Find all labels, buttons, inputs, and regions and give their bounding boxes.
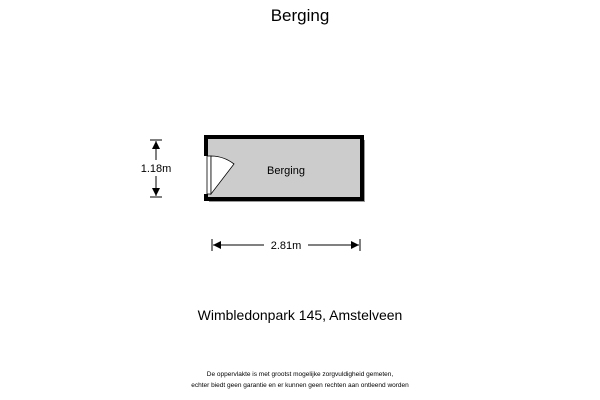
room-label: Berging <box>267 165 305 177</box>
width-label: 2.81m <box>270 240 302 252</box>
page-title: Berging <box>270 6 330 25</box>
disclaimer-line-1: De oppervlakte is met grootst mogelijke zorgvuldigheid gemeten, <box>206 371 394 378</box>
height-label: 1.18m <box>140 163 172 175</box>
disclaimer <box>0 369 600 391</box>
disclaimer-line-2: echter biedt geen garantie en er kunnen geen rechten aan ontleend worden <box>191 382 409 389</box>
address: Wimbledonpark 145, Amstelveen <box>197 307 403 323</box>
